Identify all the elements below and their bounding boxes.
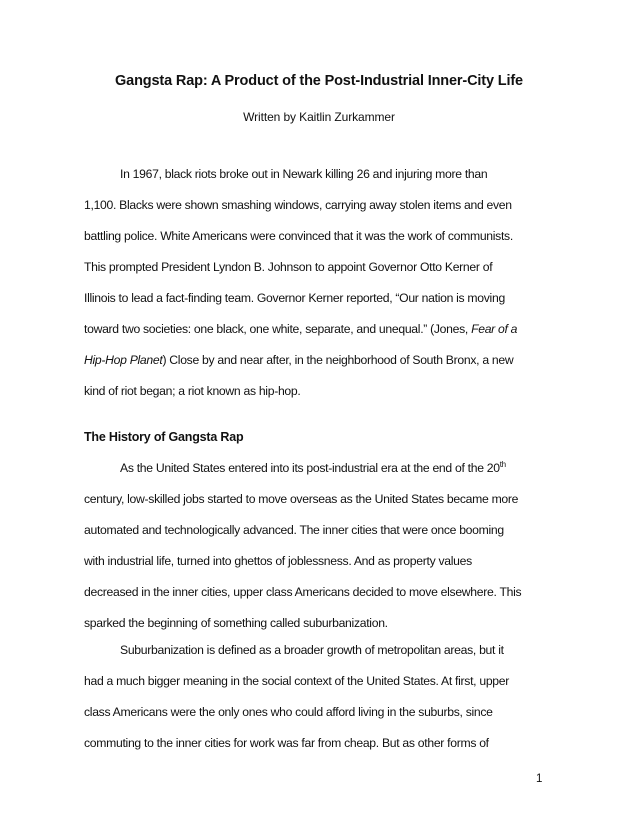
- paragraph-line: [84, 353, 513, 368]
- section-heading: The History of Gangsta Rap: [84, 430, 244, 444]
- citation-title: Fear of a: [471, 322, 518, 336]
- paragraph-line: had a much bigger meaning in the social context of the United States. At first, upper: [84, 674, 510, 688]
- paragraph-line: In 1967, black riots broke out in Newark killing 26 and injuring more than: [120, 167, 488, 181]
- line-text: ) Close by and near after, in the neighborhood of South Bronx, a new: [162, 353, 514, 367]
- paragraph-line: sparked the beginning of something called suburbanization.: [84, 616, 388, 630]
- paragraph-line: Illinois to lead a fact-finding team. Governor Kerner reported, “Our nation is moving: [84, 291, 505, 305]
- superscript: th: [499, 460, 506, 469]
- paragraph-line: This prompted President Lyndon B. Johnson to appoint Governor Otto Kerner of: [84, 260, 493, 274]
- page-number: 1: [536, 773, 543, 785]
- line-text: As the United States entered into its post-industrial era at the end of the 20: [120, 461, 500, 475]
- paragraph-line: with industrial life, turned into ghettos of joblessness. And as property values: [84, 554, 472, 568]
- paragraph-line: class Americans were the only ones who could afford living in the suburbs, since: [84, 705, 493, 719]
- paragraph-line: automated and technologically advanced. The inner cities that were once booming: [84, 523, 504, 537]
- paragraph-line: commuting to the inner cities for work was far from cheap. But as other forms of: [84, 736, 489, 750]
- line-text: toward two societies: one black, one white, separate, and unequal.” (Jones,: [84, 322, 472, 336]
- author-byline: Written by Kaitlin Zurkammer: [243, 110, 395, 124]
- citation-title: Hip-Hop Planet: [84, 353, 163, 367]
- paragraph-line: 1,100. Blacks were shown smashing windows, carrying away stolen items and even: [84, 198, 512, 212]
- paragraph-line: battling police. White Americans were convinced that it was the work of communists.: [84, 229, 513, 243]
- paragraph-line: decreased in the inner cities, upper class Americans decided to move elsewhere. This: [84, 585, 522, 599]
- paragraph-line: [120, 461, 506, 476]
- paragraph-line: Suburbanization is defined as a broader growth of metropolitan areas, but it: [120, 643, 504, 657]
- paragraph-line: kind of riot began; a riot known as hip-hop.: [84, 384, 301, 398]
- document-title: Gangsta Rap: A Product of the Post-Industrial Inner-City Life: [115, 73, 523, 89]
- paragraph-line: century, low-skilled jobs started to move overseas as the United States became more: [84, 492, 519, 506]
- paragraph-line: [84, 322, 517, 337]
